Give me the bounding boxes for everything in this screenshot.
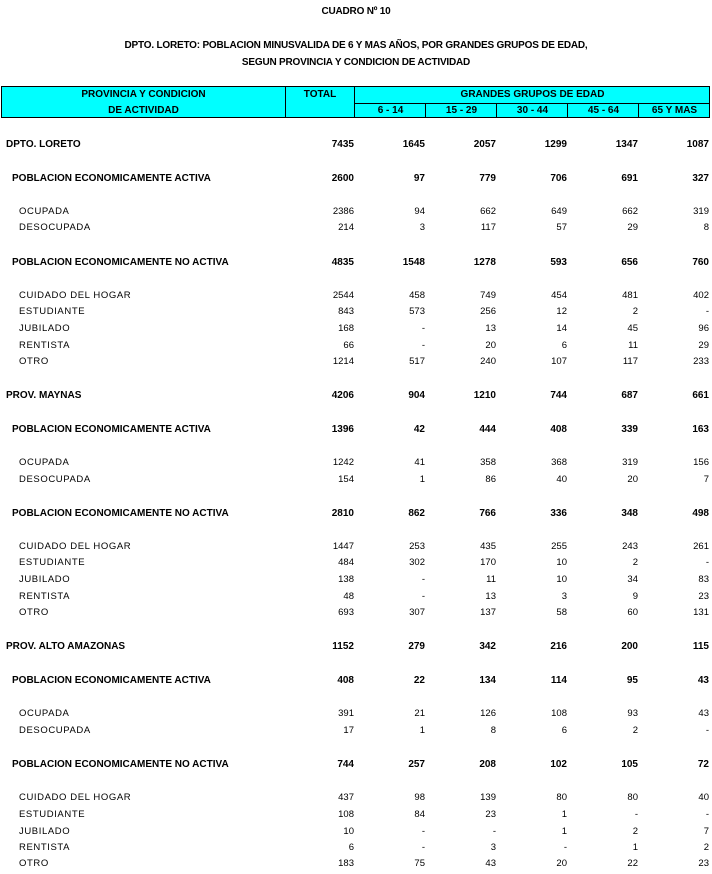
cell-45-64: 20: [627, 474, 638, 485]
cell-65-plus: 8: [703, 222, 709, 233]
row-label: POBLACION ECONOMICAMENTE ACTIVA: [12, 675, 211, 686]
row-label: OCUPADA: [19, 457, 70, 468]
cell-45-64: 117: [622, 356, 638, 367]
cell-45-64: 339: [621, 424, 638, 435]
table-row: [0, 792, 712, 806]
cell-15-29: 749: [480, 290, 496, 301]
cell-15-29: 20: [485, 340, 496, 351]
cell-45-64: 243: [622, 541, 638, 552]
cell-total: 2386: [332, 206, 354, 217]
cell-6-14: 1645: [402, 139, 425, 150]
cell-15-29: 779: [479, 173, 496, 184]
cell-30-44: 216: [550, 641, 567, 652]
header-age-groups: GRANDES GRUPOS DE EDAD: [460, 89, 605, 100]
cell-total: 408: [337, 675, 354, 686]
cell-30-44: 58: [556, 607, 567, 618]
row-label: ESTUDIANTE: [19, 557, 86, 568]
cell-30-44: 40: [556, 474, 567, 485]
row-label: OCUPADA: [19, 708, 70, 719]
cell-45-64: 1347: [615, 139, 638, 150]
cell-6-14: -: [421, 574, 425, 585]
cell-total: 10: [343, 826, 354, 837]
row-label: CUIDADO DEL HOGAR: [19, 541, 132, 552]
header-age-6-14: 6 - 14: [377, 105, 404, 116]
cell-15-29: 13: [485, 323, 496, 334]
cell-45-64: 2: [632, 826, 638, 837]
cell-6-14: 1: [419, 725, 425, 736]
row-label: RENTISTA: [19, 842, 71, 853]
cell-6-14: 22: [413, 675, 425, 686]
cell-30-44: 14: [556, 323, 567, 334]
cell-30-44: 454: [551, 290, 567, 301]
cell-45-64: 200: [621, 641, 638, 652]
cell-6-14: 573: [409, 306, 425, 317]
table-row-category: [0, 424, 712, 438]
row-label: DESOCUPADA: [19, 222, 91, 233]
cell-total: 6: [348, 842, 354, 853]
cell-65-plus: 402: [693, 290, 709, 301]
cell-6-14: 904: [408, 390, 425, 401]
cell-15-29: 86: [485, 474, 496, 485]
cell-30-44: 102: [550, 759, 567, 770]
table-row: [0, 725, 712, 739]
cell-6-14: 42: [413, 424, 425, 435]
table-title-line1: DPTO. LORETO: POBLACION MINUSVALIDA DE 6 Y MAS AÑOS, POR GRANDES GRUPOS DE EDAD,: [124, 40, 588, 51]
cell-65-plus: 23: [698, 858, 709, 869]
cell-30-44: 10: [556, 574, 567, 585]
cell-30-44: 6: [561, 340, 567, 351]
cell-65-plus: 498: [692, 508, 709, 519]
cell-30-44: 6: [561, 725, 567, 736]
cell-15-29: 358: [480, 457, 496, 468]
table-row: [0, 858, 712, 872]
cell-45-64: 662: [622, 206, 638, 217]
cell-15-29: 11: [486, 574, 496, 585]
cell-6-14: 94: [414, 206, 425, 217]
cell-65-plus: 163: [692, 424, 709, 435]
cell-15-29: -: [492, 826, 496, 837]
cell-45-64: 29: [627, 222, 638, 233]
table-row-province: [0, 390, 712, 404]
cell-total: 2810: [331, 508, 354, 519]
table-row-category: [0, 759, 712, 773]
table-row-province: [0, 139, 712, 153]
table-title-line2: SEGUN PROVINCIA Y CONDICION DE ACTIVIDAD: [241, 57, 471, 68]
table-row: [0, 708, 712, 722]
cell-45-64: 348: [621, 508, 638, 519]
cell-total: 7435: [331, 139, 354, 150]
cell-total: 138: [338, 574, 354, 585]
cell-6-14: 3: [419, 222, 425, 233]
table-row-category: [0, 675, 712, 689]
cell-65-plus: 40: [698, 792, 709, 803]
cell-total: 4206: [331, 390, 354, 401]
cell-6-14: 517: [409, 356, 425, 367]
cell-65-plus: 131: [693, 607, 709, 618]
table-row: [0, 607, 712, 621]
row-label: ESTUDIANTE: [19, 306, 86, 317]
cell-total: 1396: [331, 424, 354, 435]
cell-total: 484: [338, 557, 354, 568]
cell-15-29: 342: [479, 641, 496, 652]
row-label: CUIDADO DEL HOGAR: [19, 290, 132, 301]
cell-15-29: 8: [490, 725, 496, 736]
cell-15-29: 2057: [473, 139, 496, 150]
header-total: TOTAL: [303, 89, 337, 100]
table-row: [0, 323, 712, 337]
cell-total: 1242: [332, 457, 354, 468]
header-divider: [354, 103, 710, 104]
cell-total: 17: [343, 725, 354, 736]
cell-15-29: 256: [480, 306, 496, 317]
cell-45-64: 481: [622, 290, 638, 301]
cell-65-plus: 83: [698, 574, 709, 585]
table-row-province: [0, 641, 712, 655]
cell-65-plus: 661: [692, 390, 709, 401]
cell-15-29: 1278: [473, 257, 496, 268]
cell-6-14: 97: [413, 173, 425, 184]
cell-65-plus: -: [705, 725, 709, 736]
cell-total: 214: [338, 222, 354, 233]
row-label: JUBILADO: [19, 826, 71, 837]
cell-65-plus: 115: [692, 641, 709, 652]
cell-6-14: 21: [414, 708, 425, 719]
cell-30-44: 1: [561, 809, 567, 820]
cell-15-29: 13: [485, 591, 496, 602]
cell-65-plus: -: [705, 306, 709, 317]
cell-65-plus: 96: [698, 323, 709, 334]
cell-6-14: 257: [408, 759, 425, 770]
row-label: OCUPADA: [19, 206, 70, 217]
cell-65-plus: 23: [698, 591, 709, 602]
cell-15-29: 435: [480, 541, 496, 552]
cell-45-64: 9: [632, 591, 638, 602]
cell-65-plus: 72: [697, 759, 709, 770]
cell-30-44: 114: [550, 675, 567, 686]
table-row: [0, 356, 712, 370]
table-header: [1, 86, 710, 118]
row-label: OTRO: [19, 607, 49, 618]
row-label: JUBILADO: [19, 574, 71, 585]
cell-total: 48: [343, 591, 354, 602]
table-number: CUADRO Nº 10: [321, 6, 391, 17]
table-row-category: [0, 173, 712, 187]
cell-30-44: 3: [561, 591, 567, 602]
cell-6-14: 458: [409, 290, 425, 301]
cell-45-64: 34: [627, 574, 638, 585]
table-row: [0, 290, 712, 304]
cell-30-44: 80: [556, 792, 567, 803]
cell-15-29: 3: [490, 842, 496, 853]
cell-6-14: -: [421, 591, 425, 602]
table-row: [0, 574, 712, 588]
cell-30-44: 1: [561, 826, 567, 837]
cell-65-plus: -: [705, 809, 709, 820]
cell-6-14: -: [421, 826, 425, 837]
table-row-category: [0, 257, 712, 271]
row-label: OTRO: [19, 858, 49, 869]
cell-total: 66: [343, 340, 354, 351]
cell-15-29: 170: [480, 557, 496, 568]
cell-30-44: 20: [556, 858, 567, 869]
row-label: DPTO. LORETO: [6, 139, 81, 150]
cell-6-14: -: [421, 842, 425, 853]
cell-6-14: 84: [414, 809, 425, 820]
cell-45-64: 691: [621, 173, 638, 184]
cell-45-64: 2: [632, 725, 638, 736]
table-row-category: [0, 508, 712, 522]
table-row: [0, 842, 712, 856]
cell-45-64: 319: [622, 457, 638, 468]
table-row: [0, 474, 712, 488]
cell-30-44: 107: [551, 356, 567, 367]
cell-45-64: 93: [627, 708, 638, 719]
cell-6-14: -: [421, 323, 425, 334]
cell-total: 2600: [331, 173, 354, 184]
cell-45-64: 95: [626, 675, 638, 686]
cell-6-14: 41: [414, 457, 425, 468]
row-label: POBLACION ECONOMICAMENTE ACTIVA: [12, 424, 211, 435]
cell-15-29: 126: [480, 708, 496, 719]
cell-15-29: 43: [485, 858, 496, 869]
cell-45-64: -: [634, 809, 638, 820]
row-label: PROV. MAYNAS: [6, 390, 82, 401]
cell-6-14: 98: [414, 792, 425, 803]
cell-65-plus: 1087: [686, 139, 709, 150]
table-row: [0, 340, 712, 354]
cell-6-14: 253: [409, 541, 425, 552]
cell-total: 843: [338, 306, 354, 317]
cell-30-44: 255: [551, 541, 567, 552]
row-label: DESOCUPADA: [19, 474, 91, 485]
cell-total: 1152: [332, 641, 354, 652]
cell-45-64: 656: [621, 257, 638, 268]
cell-30-44: 408: [550, 424, 567, 435]
row-label: PROV. ALTO AMAZONAS: [6, 641, 126, 652]
cell-45-64: 105: [621, 759, 638, 770]
cell-65-plus: 7: [703, 474, 709, 485]
cell-15-29: 444: [479, 424, 496, 435]
table-row: [0, 557, 712, 571]
cell-65-plus: 261: [693, 541, 709, 552]
header-age-15-29: 15 - 29: [445, 105, 478, 116]
cell-65-plus: 43: [698, 708, 709, 719]
cell-total: 108: [338, 809, 354, 820]
cell-30-44: 744: [550, 390, 567, 401]
cell-45-64: 22: [627, 858, 638, 869]
cell-6-14: 862: [408, 508, 425, 519]
cell-total: 2544: [332, 290, 354, 301]
cell-total: 154: [338, 474, 354, 485]
cell-6-14: 75: [414, 858, 425, 869]
cell-15-29: 1210: [473, 390, 496, 401]
cell-15-29: 139: [480, 792, 496, 803]
cell-15-29: 208: [479, 759, 496, 770]
cell-6-14: -: [421, 340, 425, 351]
cell-30-44: 10: [556, 557, 567, 568]
cell-total: 391: [338, 708, 354, 719]
cell-total: 4835: [331, 257, 354, 268]
cell-30-44: 1299: [544, 139, 567, 150]
cell-45-64: 11: [628, 340, 638, 351]
cell-65-plus: 233: [693, 356, 709, 367]
cell-30-44: 649: [551, 206, 567, 217]
row-label: DESOCUPADA: [19, 725, 91, 736]
cell-45-64: 60: [627, 607, 638, 618]
cell-6-14: 302: [409, 557, 425, 568]
cell-total: 183: [338, 858, 354, 869]
cell-30-44: 706: [550, 173, 567, 184]
cell-65-plus: 156: [693, 457, 709, 468]
cell-30-44: 12: [556, 306, 567, 317]
row-label: ESTUDIANTE: [19, 809, 86, 820]
cell-30-44: 57: [556, 222, 567, 233]
cell-65-plus: 760: [692, 257, 709, 268]
cell-65-plus: 2: [703, 842, 709, 853]
cell-30-44: 108: [551, 708, 567, 719]
cell-15-29: 23: [485, 809, 496, 820]
header-age-45-64: 45 - 64: [587, 105, 620, 116]
row-label: RENTISTA: [19, 591, 71, 602]
row-label: OTRO: [19, 356, 49, 367]
row-label: RENTISTA: [19, 340, 71, 351]
cell-45-64: 2: [632, 306, 638, 317]
row-label: POBLACION ECONOMICAMENTE ACTIVA: [12, 173, 211, 184]
table-row: [0, 809, 712, 823]
cell-6-14: 1: [419, 474, 425, 485]
table-row: [0, 591, 712, 605]
cell-30-44: 336: [550, 508, 567, 519]
table-row: [0, 457, 712, 471]
cell-30-44: -: [563, 842, 567, 853]
header-label-line2: DE ACTIVIDAD: [108, 105, 179, 116]
header-label-line1: PROVINCIA Y CONDICION: [81, 89, 206, 100]
cell-6-14: 279: [408, 641, 425, 652]
cell-15-29: 240: [480, 356, 496, 367]
cell-total: 744: [337, 759, 354, 770]
cell-total: 437: [338, 792, 354, 803]
cell-45-64: 45: [627, 323, 638, 334]
cell-45-64: 2: [632, 557, 638, 568]
cell-15-29: 134: [479, 675, 496, 686]
row-label: POBLACION ECONOMICAMENTE NO ACTIVA: [12, 759, 229, 770]
cell-65-plus: 29: [698, 340, 709, 351]
cell-total: 1214: [332, 356, 354, 367]
cell-6-14: 307: [409, 607, 425, 618]
table-row: [0, 541, 712, 555]
cell-total: 168: [338, 323, 354, 334]
row-label: JUBILADO: [19, 323, 71, 334]
row-label: POBLACION ECONOMICAMENTE NO ACTIVA: [12, 257, 229, 268]
cell-45-64: 687: [621, 390, 638, 401]
table-row: [0, 206, 712, 220]
table-row: [0, 222, 712, 236]
cell-15-29: 137: [480, 607, 496, 618]
header-age-65-plus: 65 Y MAS: [651, 105, 698, 116]
cell-15-29: 766: [479, 508, 496, 519]
cell-6-14: 1548: [402, 257, 425, 268]
cell-45-64: 80: [627, 792, 638, 803]
cell-15-29: 117: [480, 222, 496, 233]
row-label: POBLACION ECONOMICAMENTE NO ACTIVA: [12, 508, 229, 519]
cell-65-plus: 43: [697, 675, 709, 686]
table-row: [0, 826, 712, 840]
cell-30-44: 593: [550, 257, 567, 268]
cell-30-44: 368: [551, 457, 567, 468]
cell-15-29: 662: [480, 206, 496, 217]
row-label: CUIDADO DEL HOGAR: [19, 792, 132, 803]
cell-45-64: 1: [632, 842, 638, 853]
cell-65-plus: 319: [693, 206, 709, 217]
cell-total: 693: [338, 607, 354, 618]
cell-total: 1447: [332, 541, 354, 552]
table-row: [0, 306, 712, 320]
cell-65-plus: 7: [703, 826, 709, 837]
cell-65-plus: 327: [692, 173, 709, 184]
cell-65-plus: -: [705, 557, 709, 568]
header-age-30-44: 30 - 44: [516, 105, 549, 116]
